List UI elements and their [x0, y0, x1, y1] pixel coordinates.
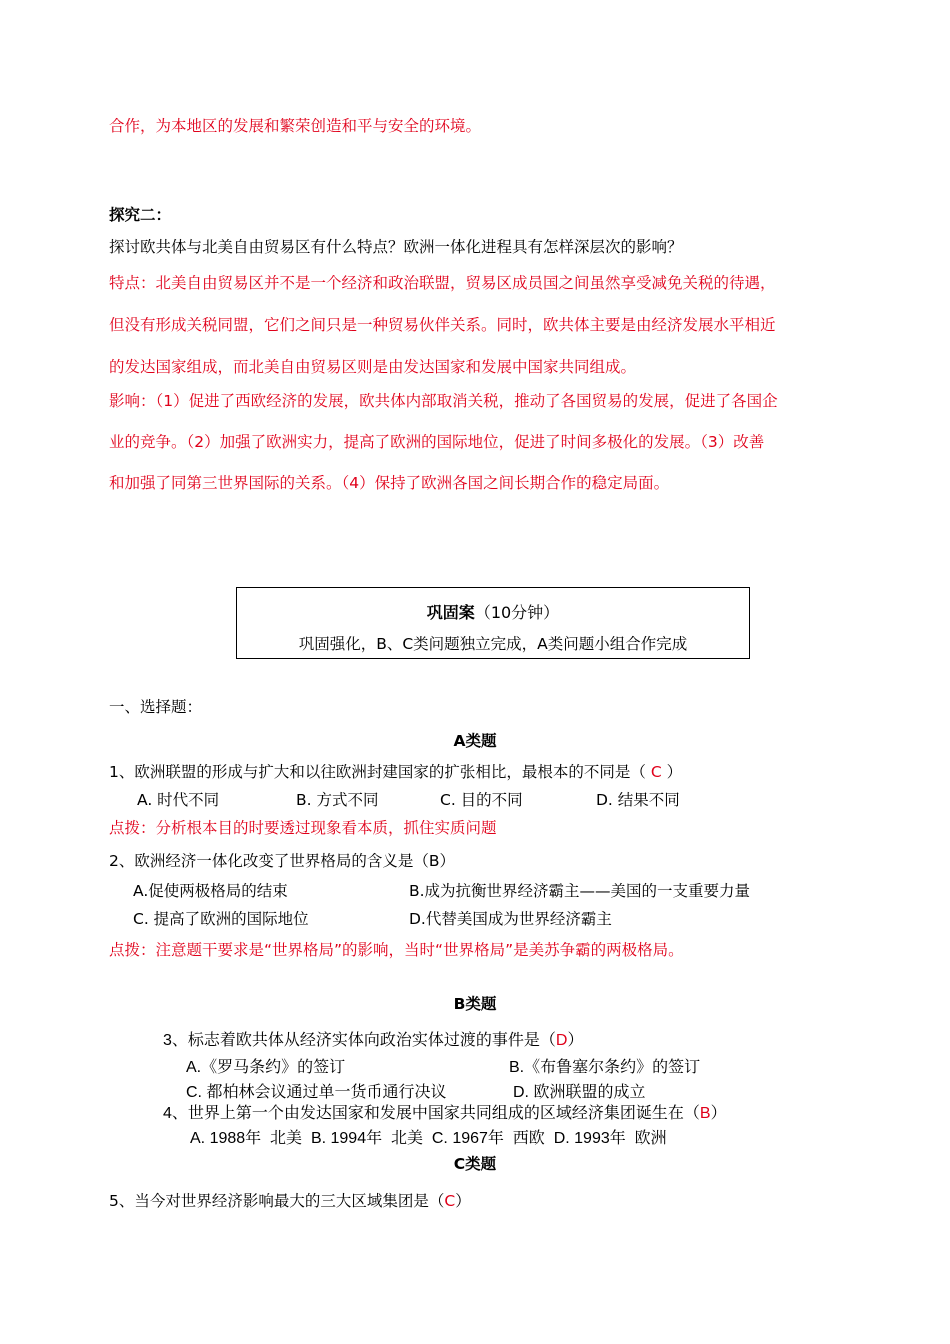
category-c-heading: C类题 — [453, 1155, 497, 1173]
question-3-option-b: B.《布鲁塞尔条约》的签订 — [509, 1059, 701, 1076]
category-a-heading: A类题 — [453, 732, 497, 750]
question-2-stem: 2、欧洲经济一体化改变了世界格局的含义是（B） — [109, 852, 455, 870]
question-4-stem — [163, 1104, 727, 1124]
question-1-option-d: D. 结果不同 — [596, 791, 680, 809]
question-1-option-c: C. 目的不同 — [440, 791, 523, 809]
explore-question: 探讨欧共体与北美自由贸易区有什么特点？欧洲一体化进程具有怎样深层次的影响？ — [109, 238, 683, 256]
question-1-tip: 点拨：分析根本目的时要透过现象看本质，抓住实质问题 — [109, 819, 497, 837]
category-b-heading: B类题 — [453, 995, 497, 1013]
features-line-3: 的发达国家组成，而北美自由贸易区则是由发达国家和发展中国家共同组成。 — [109, 358, 637, 376]
impact-line-2: 业的竞争。（2）加强了欧洲实力，提高了欧洲的国际地位，促进了时间多极化的发展。（3）改善 — [109, 433, 765, 451]
question-4-answer: B — [699, 1105, 711, 1122]
question-1-option-a: A. 时代不同 — [137, 791, 220, 809]
explore-heading: 探究二： — [109, 206, 172, 224]
consolidation-box — [236, 587, 750, 659]
question-4-options: A. 1988年 北美 B. 1994年 北美 C. 1967年 西欧 D. 1993年 欧洲 — [190, 1130, 667, 1147]
question-3-option-d: D. 欧洲联盟的成立 — [513, 1084, 646, 1101]
question-2-option-d: D.代替美国成为世界经济霸主 — [409, 910, 612, 928]
question-2-option-c: C. 提高了欧洲的国际地位 — [133, 910, 309, 928]
question-2-option-b: B.成为抗衡世界经济霸主——美国的一支重要力量 — [409, 882, 751, 900]
question-3-stem — [163, 1031, 583, 1051]
question-3-option-c: C. 都柏林会议通过单一货币通行决议 — [186, 1084, 447, 1101]
impact-line-3: 和加强了同第三世界国际的关系。（4）保持了欧洲各国之间长期合作的稳定局面。 — [109, 474, 670, 492]
question-2-tip: 点拨：注意题干要求是“世界格局”的影响，当时“世界格局”是美苏争霸的两极格局。 — [109, 941, 684, 959]
question-5-stem — [109, 1191, 471, 1211]
features-line-2: 但没有形成关税同盟，它们之间只是一种贸易伙伴关系。同时，欧共体主要是由经济发展水平相近 — [109, 316, 776, 334]
question-3-option-a: A.《罗马条约》的签订 — [186, 1059, 346, 1076]
question-1-answer: C — [650, 763, 662, 781]
box-title-time: （10分钟） — [474, 603, 560, 622]
impact-line-1: 影响：（1）促进了西欧经济的发展，欧共体内部取消关税，推动了各国贸易的发展，促进了各国企 — [109, 392, 778, 410]
question-5-close: ） — [455, 1192, 471, 1210]
box-title-main: 巩固案 — [426, 603, 475, 622]
question-1-option-b: B. 方式不同 — [296, 791, 379, 809]
question-1-close: ） — [666, 763, 683, 781]
section-heading: 一、选择题： — [109, 698, 203, 716]
question-1-text: 1、欧洲联盟的形成与扩大和以往欧洲封建国家的扩张相比，最根本的不同是（ — [109, 763, 646, 781]
features-line-1: 特点：北美自由贸易区并不是一个经济和政治联盟，贸易区成员国之间虽然享受减免关税的待遇， — [109, 274, 776, 292]
box-subtitle: 巩固强化，B、C类问题独立完成，A类问题小组合作完成 — [298, 635, 688, 653]
paragraph-continuation: 合作，为本地区的发展和繁荣创造和平与安全的环境。 — [109, 117, 482, 135]
question-4-close: ） — [710, 1105, 727, 1122]
box-title — [237, 600, 749, 623]
question-5-text: 5、当今对世界经济影响最大的三大区域集团是（ — [109, 1192, 445, 1210]
question-3-close: ） — [567, 1032, 584, 1049]
question-3-text: 3、标志着欧共体从经济实体向政治实体过渡的事件是（ — [163, 1032, 556, 1049]
question-2-option-a: A.促使两极格局的结束 — [133, 882, 288, 900]
question-5-answer: C — [444, 1192, 456, 1210]
question-3-answer: D — [555, 1032, 568, 1049]
question-1-stem — [109, 762, 682, 782]
question-4-text: 4、世界上第一个由发达国家和发展中国家共同组成的区域经济集团诞生在（ — [163, 1105, 700, 1122]
